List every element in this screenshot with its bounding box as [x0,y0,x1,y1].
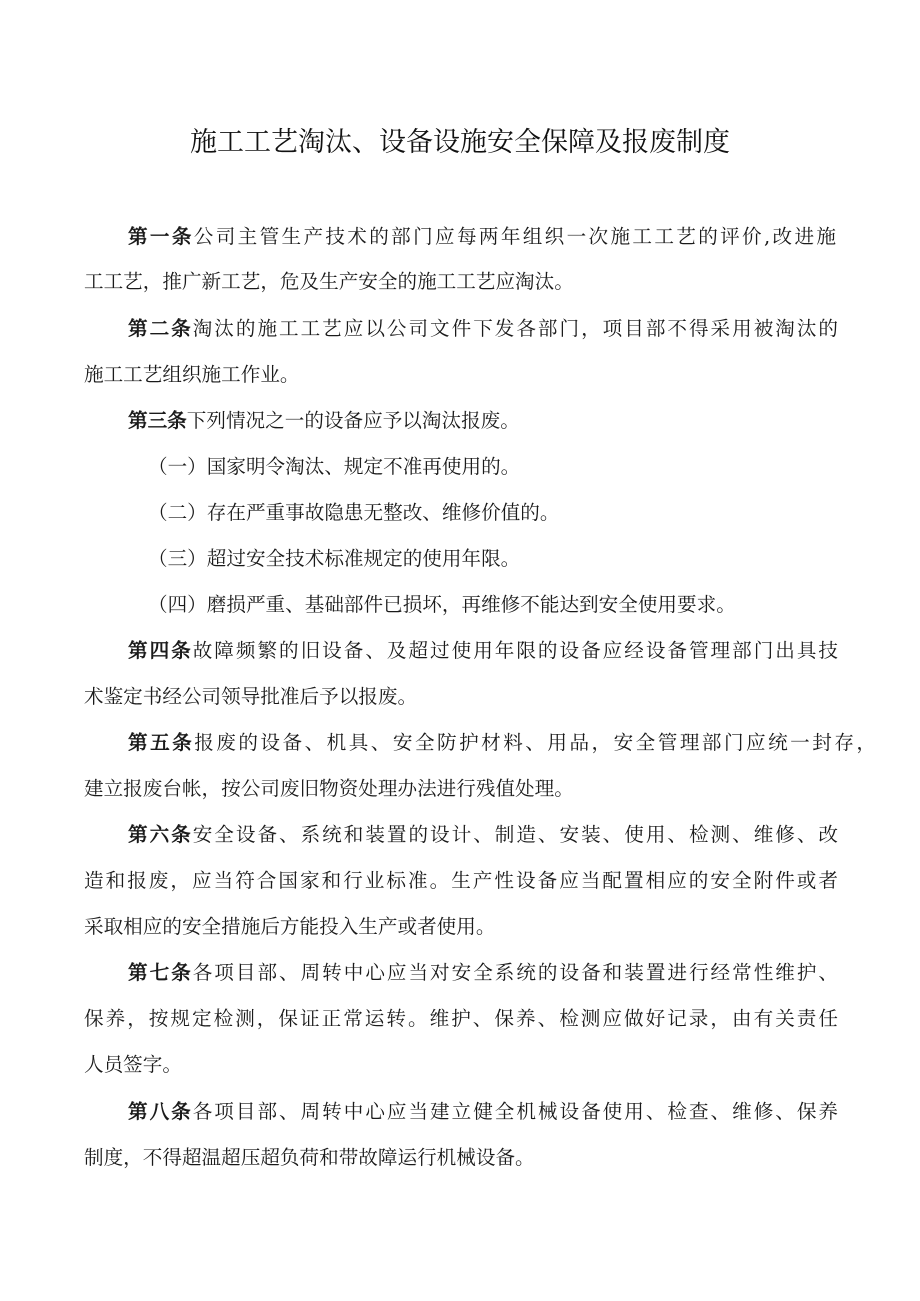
article-4-label: 第四条 [128,639,193,662]
article-3-label: 第三条 [128,409,187,432]
article-6-line-1: 第六条安全设备、系统和装置的设计、制造、安装、使用、检测、维修、改 [128,823,839,846]
article-6-line-3: 采取相应的安全措施后方能投入生产或者使用。 [84,915,496,938]
article-8-line-2: 制度，不得超温超压超负荷和带故障运行机械设备。 [84,1146,535,1169]
article-2-label: 第二条 [128,317,193,340]
article-7-line-2: 保养，按规定检测，保证正常运转。维护、保养、检测应做好记录，由有关责任 [84,1007,838,1030]
article-3-item-1: （一）国家明令淘汰、规定不准再使用的。 [148,455,521,478]
article-3-item-2: （二）存在严重事故隐患无整改、维修价值的。 [148,501,560,524]
article-8-line-1: 第八条各项目部、周转中心应当建立健全机械设备使用、检查、维修、保养 [128,1100,839,1123]
article-6-label: 第六条 [128,823,193,846]
article-1-label: 第一条 [128,225,194,248]
article-4-line-1: 第四条故障频繁的旧设备、及超过使用年限的设备应经设备管理部门出具技 [128,639,839,662]
article-5-label: 第五条 [128,731,195,754]
article-1-line-1: 第一条公司主管生产技术的部门应每两年组织一次施工工艺的评价,改进施 [128,225,836,248]
article-8-label: 第八条 [128,1100,193,1123]
article-6-line-2: 造和报废，应当符合国家和行业标准。生产性设备应当配置相应的安全附件或者 [84,869,838,892]
article-4-line-2: 术鉴定书经公司领导批准后予以报废。 [84,685,418,708]
article-5-line-2: 建立报废台帐，按公司废旧物资处理办法进行残值处理。 [84,777,574,800]
article-3-line-1: 第三条下列情况之一的设备应予以淘汰报废。 [128,409,520,432]
article-3-item-4: （四）磨损严重、基础部件已损坏，再维修不能达到安全使用要求。 [148,593,736,616]
article-1-line-2: 工工艺，推广新工艺，危及生产安全的施工工艺应淘汰。 [84,270,574,293]
article-3-item-3: （三）超过安全技术标准规定的使用年限。 [148,547,521,570]
article-2-line-1: 第二条淘汰的施工工艺应以公司文件下发各部门，项目部不得采用被淘汰的 [128,317,839,340]
article-5-line-1: 第五条报废的设备、机具、安全防护材料、用品，安全管理部门应统一封存， [128,731,876,754]
article-7-label: 第七条 [128,961,193,984]
article-2-line-2: 施工工艺组织施工作业。 [84,363,300,386]
article-7-line-1: 第七条各项目部、周转中心应当对安全系统的设备和装置进行经常性维护、 [128,961,839,984]
document-title: 施工工艺淘汰、设备设施安全保障及报废制度 [190,127,730,158]
article-7-line-3: 人员签字。 [84,1053,182,1076]
